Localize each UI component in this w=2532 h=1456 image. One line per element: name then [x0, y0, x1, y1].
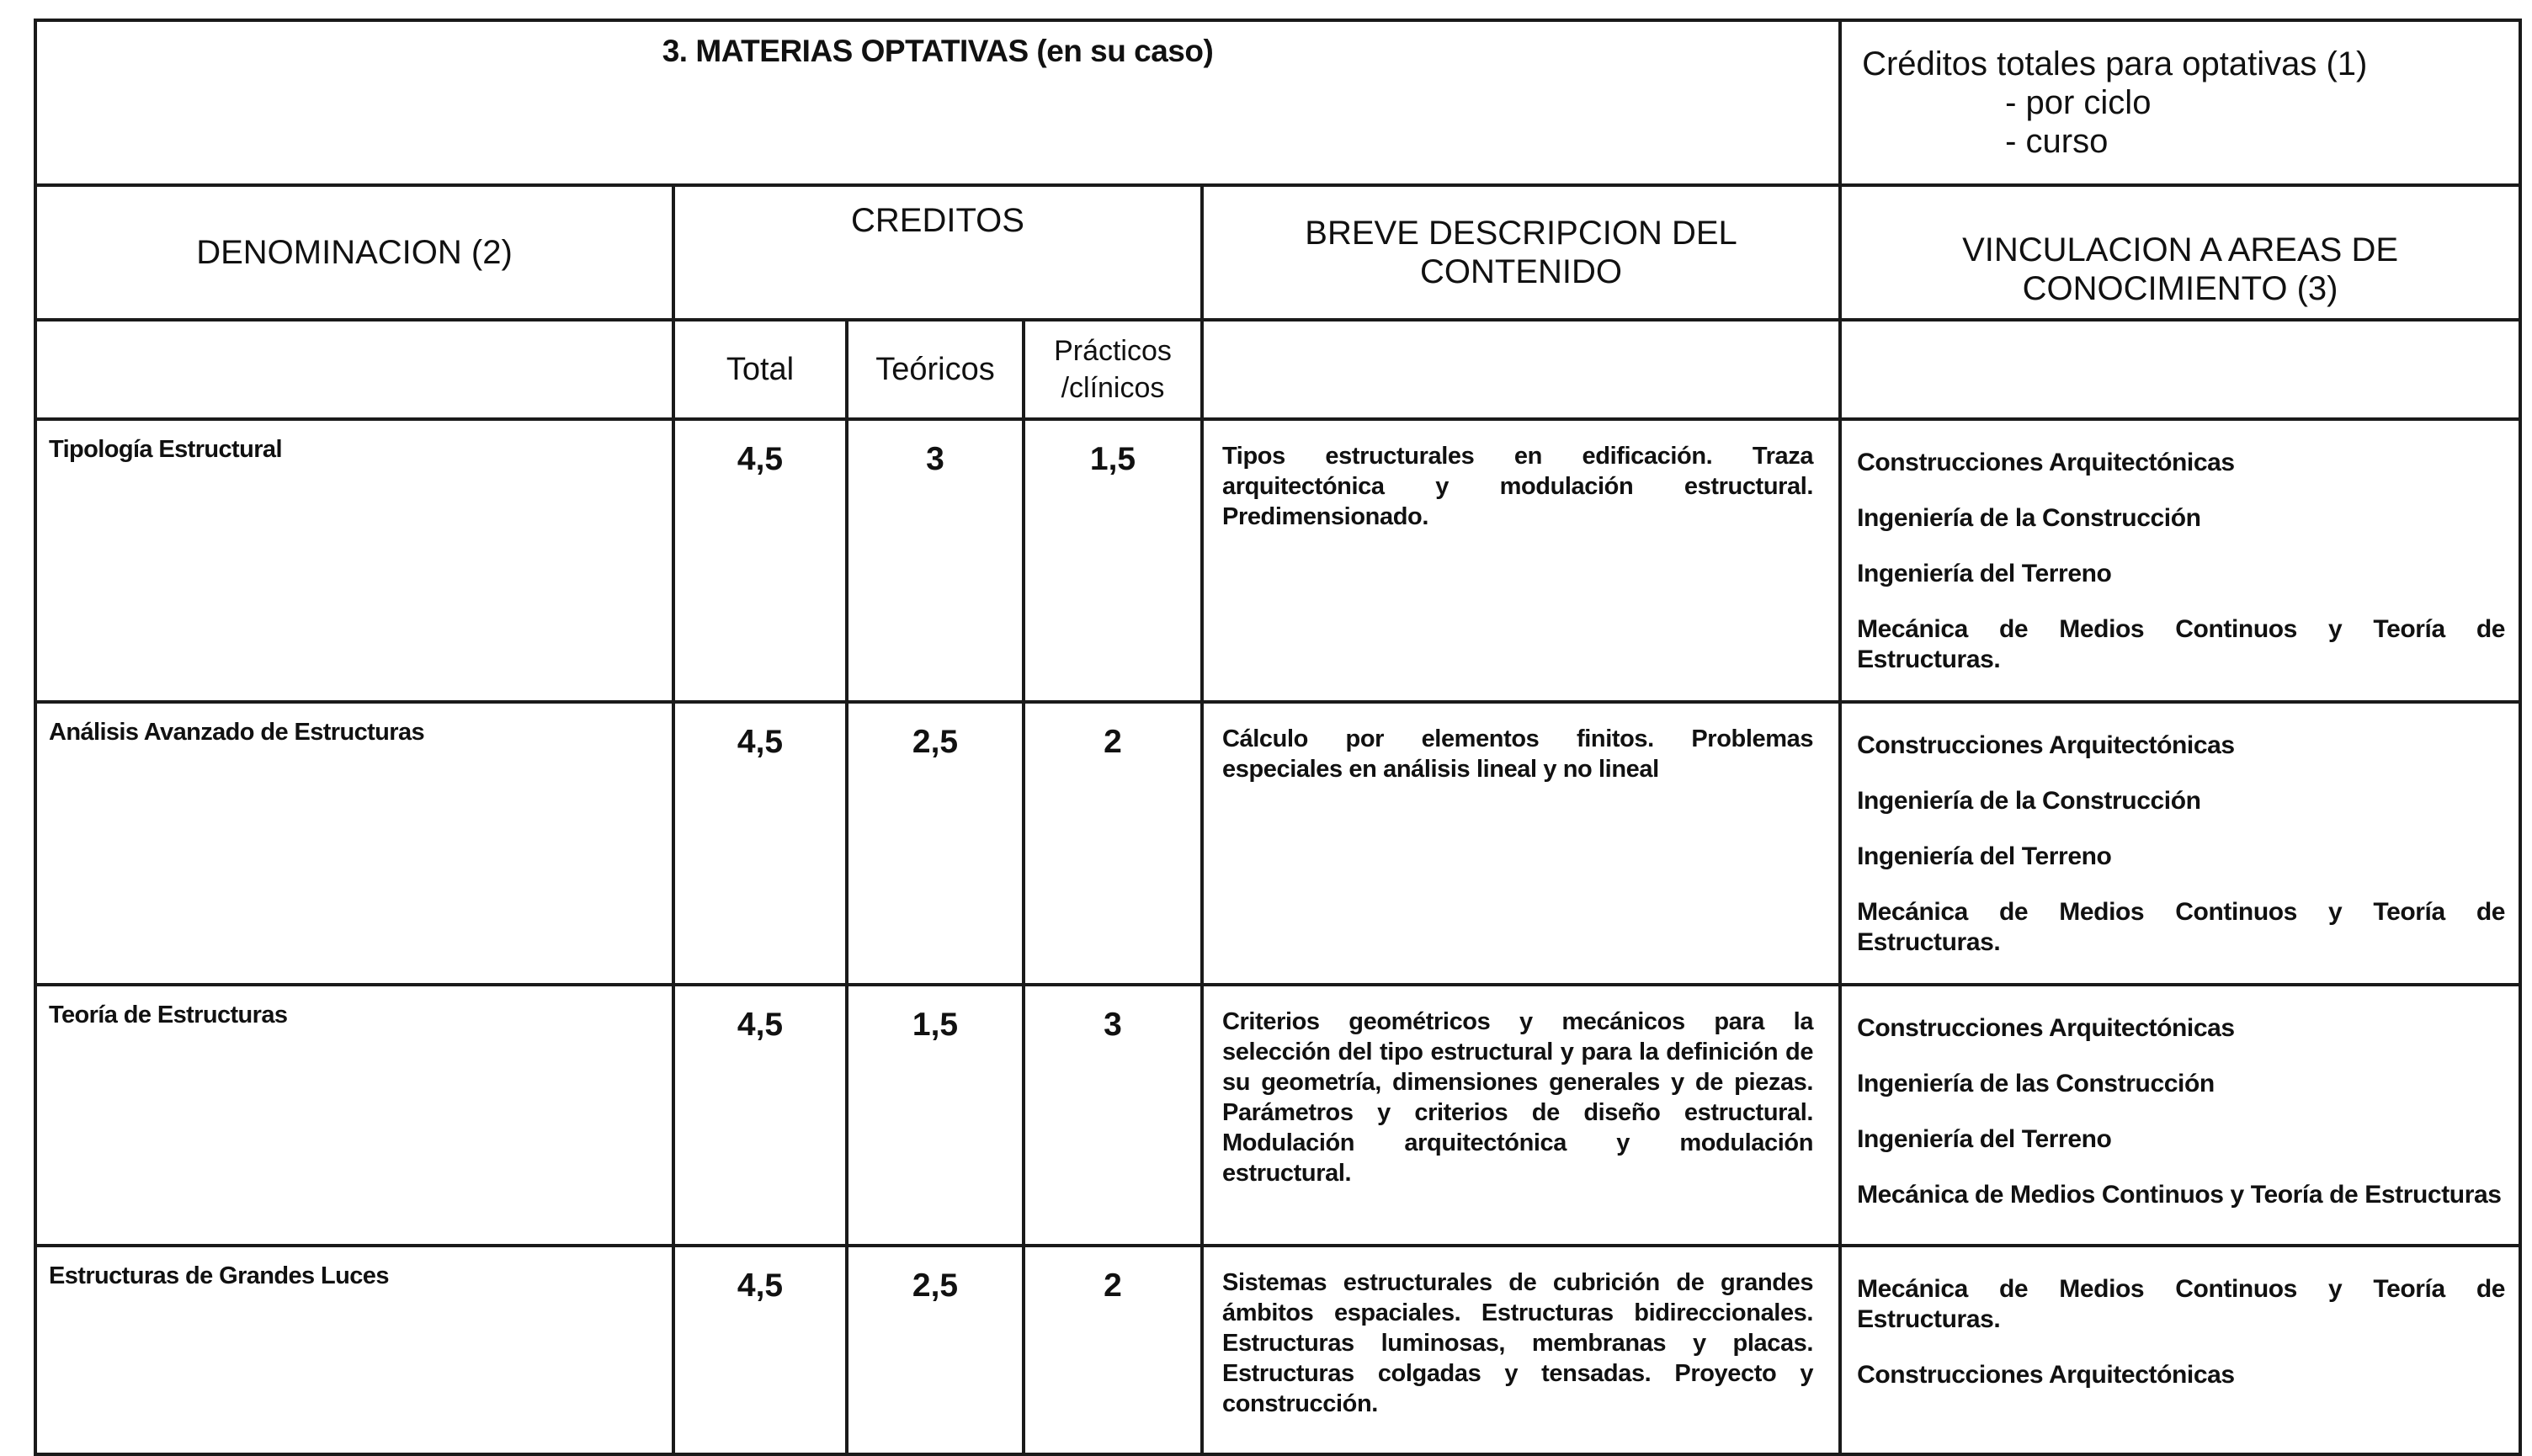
header-row [35, 185, 2520, 320]
subject-name: Estructuras de Grandes Luces [35, 1246, 673, 1454]
credits-total: 4,5 [673, 702, 847, 985]
total-header: Total [673, 320, 847, 419]
teoricos-header: Teóricos [847, 320, 1024, 419]
area-item: Construcciones Arquitectónicas [1857, 731, 2235, 759]
credits-practicos: 1,5 [1024, 419, 1202, 702]
area-item: Ingeniería de la Construcción [1857, 787, 2201, 815]
denominacion-header: DENOMINACION (2) [35, 185, 673, 320]
total-credits-label: Créditos totales para optativas (1) [1862, 45, 2368, 82]
optional-subjects-table [34, 19, 2522, 1456]
table-row [35, 419, 2520, 702]
credits-per-cycle: - por ciclo [2005, 84, 2152, 121]
practicos-header: Prácticos /clínicos [1024, 320, 1202, 419]
area-item: Construcciones Arquitectónicas [1857, 449, 2235, 476]
title-cell [35, 20, 1840, 185]
knowledge-areas [1840, 419, 2520, 702]
content-description: Tipos estructurales en edificación. Traza arquitectónica y modulación estructural. Predimensionado. [1202, 419, 1840, 702]
credits-teoricos: 2,5 [847, 1246, 1024, 1454]
table-row [35, 702, 2520, 985]
credits-total: 4,5 [673, 985, 847, 1246]
table-row [35, 1246, 2520, 1454]
area-item: Ingeniería del Terreno [1857, 1125, 2112, 1153]
content-description: Cálculo por elementos finitos. Problemas especiales en análisis lineal y no lineal [1202, 702, 1840, 985]
area-item: Mecánica de Medios Continuos y Teoría de Estructuras. [1857, 615, 2506, 673]
total-credits-cell [1840, 20, 2520, 185]
credits-teoricos: 1,5 [847, 985, 1024, 1246]
area-item: Mecánica de Medios Continuos y Teoría de Estructuras [1857, 1181, 2502, 1209]
credits-total: 4,5 [673, 1246, 847, 1454]
creditos-header-label: CREDITOS [851, 202, 1024, 239]
table-row [35, 985, 2520, 1246]
descripcion-header: BREVE DESCRIPCION DEL CONTENIDO [1202, 185, 1840, 320]
area-item: Ingeniería del Terreno [1857, 560, 2112, 587]
credits-per-course: - curso [2005, 123, 2109, 160]
credits-total: 4,5 [673, 419, 847, 702]
area-item: Ingeniería de la Construcción [1857, 504, 2201, 532]
subheader-empty-left [35, 320, 673, 419]
title-row [35, 20, 2520, 185]
knowledge-areas [1840, 702, 2520, 985]
subject-name: Análisis Avanzado de Estructuras [35, 702, 673, 985]
area-item: Ingeniería del Terreno [1857, 842, 2112, 870]
area-item: Construcciones Arquitectónicas [1857, 1361, 2235, 1389]
credits-practicos: 2 [1024, 702, 1202, 985]
subheader-empty-desc [1202, 320, 1840, 419]
area-item: Mecánica de Medios Continuos y Teoría de Estructuras. [1857, 1275, 2506, 1333]
section-title: 3. MATERIAS OPTATIVAS (en su caso) [662, 34, 1214, 68]
area-item: Ingeniería de las Construcción [1857, 1070, 2215, 1097]
credits-practicos: 3 [1024, 985, 1202, 1246]
subheader-empty-areas [1840, 320, 2520, 419]
credits-teoricos: 3 [847, 419, 1024, 702]
credits-teoricos: 2,5 [847, 702, 1024, 985]
content-description: Criterios geométricos y mecánicos para la selección del tipo estructural y para la definición de su geometría, dimensiones generales y de piezas. Parámetros y criterios de diseño estructural. Modulación arquitectónica y modulación estructural. [1202, 985, 1840, 1246]
area-item: Mecánica de Medios Continuos y Teoría de Estructuras. [1857, 898, 2506, 956]
credits-practicos: 2 [1024, 1246, 1202, 1454]
knowledge-areas [1840, 985, 2520, 1246]
subject-name: Tipología Estructural [35, 419, 673, 702]
area-item: Construcciones Arquitectónicas [1857, 1014, 2235, 1042]
vinculacion-header: VINCULACION A AREAS DE CONOCIMIENTO (3) [1840, 185, 2520, 320]
knowledge-areas [1840, 1246, 2520, 1454]
creditos-header [673, 185, 1202, 320]
subject-name: Teoría de Estructuras [35, 985, 673, 1246]
content-description: Sistemas estructurales de cubrición de grandes ámbitos espaciales. Estructuras bidireccionales. Estructuras luminosas, membranas y placas. Estructuras colgadas y tensadas. Proyecto y construcción. [1202, 1246, 1840, 1454]
subheader-row [35, 320, 2520, 419]
